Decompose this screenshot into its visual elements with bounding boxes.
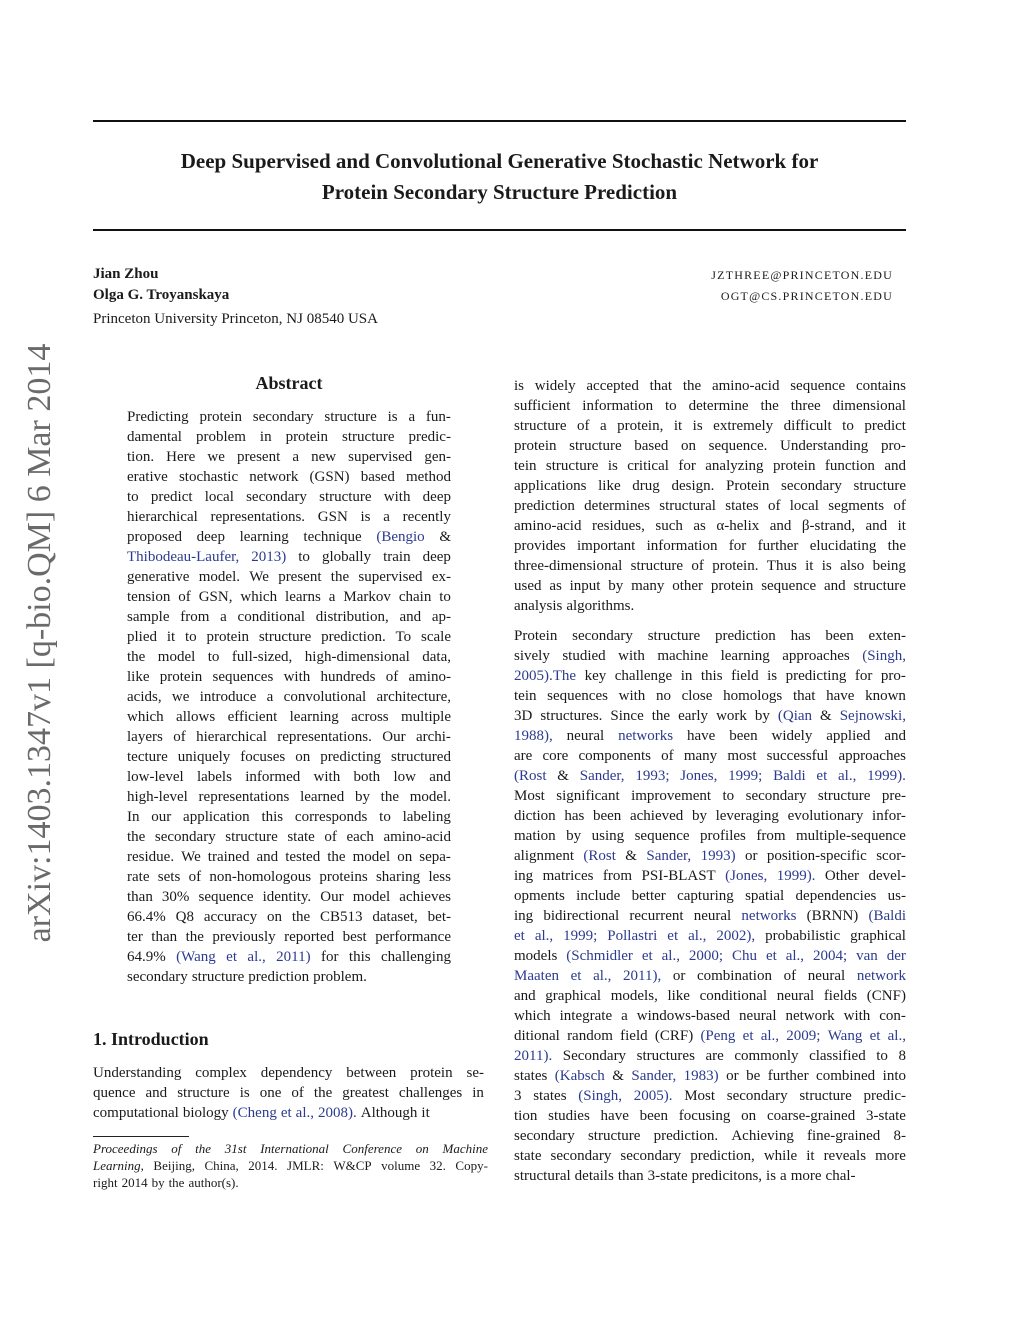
text-line: sively studied with machine learning approaches (Singh,: [514, 648, 906, 664]
text-line: erative stochastic network (GSN) based method: [127, 469, 451, 485]
text-line: 1988), neural networks have been widely applied and: [514, 728, 906, 744]
text-line: which integrate a windows-based neural network with con-: [514, 1008, 906, 1024]
text-line: than 30% sequence identity. Our model achieves: [127, 889, 451, 905]
text-line: used as input by many other protein sequence and structure: [514, 578, 906, 594]
text-line: generative model. We present the supervised ex-: [127, 569, 451, 585]
paragraph: [514, 626, 906, 1186]
author-email: OGT@CS.PRINCETON.EDU: [720, 289, 893, 303]
text-line: Maaten et al., 2011), or combination of neural network: [514, 968, 906, 984]
text-line: ter than the previously reported best performance: [127, 929, 451, 945]
paragraph-gap: [514, 616, 906, 626]
text-line: provides important information for further elucidating the: [514, 538, 906, 554]
introduction-text-right: [514, 376, 906, 1186]
text-line: acids, we introduce a convolutional architecture,: [127, 689, 451, 705]
text-line: tecture uniquely focuses on predicting structured: [127, 749, 451, 765]
text-line: the model to full-sized, high-dimensional data,: [127, 649, 451, 665]
text-line: ing matrices from PSI-BLAST (Jones, 1999). Other devel-: [514, 868, 906, 884]
text-line: Learning, Beijing, China, 2014. JMLR: W&CP volume 32. Copy-: [93, 1158, 488, 1173]
text-line: state secondary secondary prediction, while it reveals more: [514, 1148, 906, 1164]
text-line: 66.4% Q8 accuracy on the CB513 dataset, bet-: [127, 909, 451, 925]
text-line: low-level labels informed with both low and: [127, 769, 451, 785]
text-line: Most significant improvement to secondary structure pre-: [514, 788, 906, 804]
author-name: Olga G. Troyanskaya: [93, 287, 230, 303]
text-line: quence and structure is one of the greatest challenges in: [93, 1085, 484, 1101]
text-line: Proceedings of the 31st International Conference on Machine: [93, 1141, 488, 1156]
text-line: 3D structures. Since the early work by (Qian & Sejnowski,: [514, 708, 906, 724]
text-line: 2005).The key challenge in this field is predicting for pro-: [514, 668, 906, 684]
footnote-rule: [93, 1136, 189, 1137]
text-line: tension of GSN, which learns a Markov chain to: [127, 589, 451, 605]
author-name: Jian Zhou: [93, 266, 159, 282]
text-line: tion. Here we present a new supervised gen-: [127, 449, 451, 465]
title-line-1: Deep Supervised and Convolutional Generative Stochastic Network for: [180, 149, 819, 173]
affiliation: Princeton University Princeton, NJ 08540 USA: [93, 311, 378, 327]
text-line: right 2014 by the author(s).: [93, 1175, 239, 1190]
text-line: is widely accepted that the amino-acid sequence contains: [514, 378, 906, 394]
text-line: like protein sequences with hundreds of amino-: [127, 669, 451, 685]
text-line: to predict local secondary structure with deep: [127, 489, 451, 505]
text-line: 3 states (Singh, 2005). Most secondary structure predic-: [514, 1088, 906, 1104]
text-line: alignment (Rost & Sander, 1993) or position-specific scor-: [514, 848, 906, 864]
text-line: et al., 1999; Pollastri et al., 2002), probabilistic graphical: [514, 928, 906, 944]
paragraph: [514, 376, 906, 616]
text-line: residue. We trained and tested the model on sepa-: [127, 849, 451, 865]
text-line: and graphical models, like conditional neural fields (CNF): [514, 988, 906, 1004]
footnote: [93, 1140, 488, 1191]
text-line: plied it to protein structure prediction. To scale: [127, 629, 451, 645]
introduction-text-left: [93, 1063, 484, 1123]
title-line-2: Protein Secondary Structure Prediction: [321, 180, 678, 204]
text-line: Thibodeau-Laufer, 2013) to globally train deep: [127, 549, 451, 565]
abstract-heading: Abstract: [255, 373, 323, 393]
arxiv-stamp: arXiv:1403.1347v1 [q-bio.QM] 6 Mar 2014: [21, 343, 58, 943]
text-line: amino-acid residues, such as α-helix and β-strand, and it: [514, 518, 906, 534]
text-line: structural details than 3-state predicitons, is a more chal-: [514, 1168, 856, 1184]
text-line: proposed deep learning technique (Bengio &: [127, 529, 451, 545]
text-line: models (Schmidler et al., 2000; Chu et al., 2004; van der: [514, 948, 906, 964]
text-line: the secondary structure state of each amino-acid: [127, 829, 451, 845]
title-rule-top: [93, 120, 906, 122]
text-line: applications like drug design. Protein secondary structure: [514, 478, 906, 494]
text-line: sample from a conditional distribution, and ap-: [127, 609, 451, 625]
text-line: ditional random field (CRF) (Peng et al., 2009; Wang et al.,: [514, 1028, 906, 1044]
section-heading-introduction: 1. Introduction: [93, 1029, 209, 1049]
text-line: states (Kabsch & Sander, 1983) or be further combined into: [514, 1068, 906, 1084]
text-line: In our application this corresponds to labeling: [127, 809, 451, 825]
text-line: tion studies have been focusing on coarse-grained 3-state: [514, 1108, 906, 1124]
text-line: hierarchical representations. GSN is a recently: [127, 509, 451, 525]
text-line: computational biology (Cheng et al., 2008). Although it: [93, 1105, 430, 1121]
text-line: secondary structure prediction problem.: [127, 969, 367, 985]
text-line: are core components of many most successful approaches: [514, 748, 906, 764]
text-line: rate sets of non-homologous proteins sharing less: [127, 869, 451, 885]
text-line: structure of a protein, it is extremely difficult to predict: [514, 418, 906, 434]
title-rule-bottom: [93, 229, 906, 231]
text-line: prediction determines structural states of local segments of: [514, 498, 906, 514]
text-line: three-dimensional structure of protein. Thus it is also being: [514, 558, 906, 574]
text-line: 2011). Secondary structures are commonly classified to 8: [514, 1048, 906, 1064]
text-line: analysis algorithms.: [514, 598, 635, 614]
text-line: Understanding complex dependency between protein se-: [93, 1065, 484, 1081]
text-line: Predicting protein secondary structure is a fun-: [127, 409, 451, 425]
text-line: damental problem in protein structure predic-: [127, 429, 451, 445]
text-line: tein sequences with no close homologs that have known: [514, 688, 906, 704]
text-line: (Rost & Sander, 1993; Jones, 1999; Baldi et al., 1999).: [514, 768, 906, 784]
text-line: diction has been achieved by leveraging evolutionary infor-: [514, 808, 906, 824]
text-line: opments include better capturing spatial dependencies us-: [514, 888, 906, 904]
text-line: high-level representations learned by the model.: [127, 789, 451, 805]
paper-title: [93, 146, 906, 208]
text-line: which allows efficient learning across multiple: [127, 709, 451, 725]
text-line: sufficient information to determine the three dimensional: [514, 398, 906, 414]
text-line: layers of hierarchical representations. Our archi-: [127, 729, 451, 745]
text-line: ing bidirectional recurrent neural networks (BRNN) (Baldi: [514, 908, 906, 924]
text-line: protein structure based on sequence. Understanding pro-: [514, 438, 906, 454]
text-line: 64.9% (Wang et al., 2011) for this challenging: [127, 949, 451, 965]
text-line: Protein secondary structure prediction has been exten-: [514, 628, 906, 644]
author-email: JZTHREE@PRINCETON.EDU: [711, 268, 893, 282]
abstract-body: [127, 407, 451, 987]
text-line: secondary structure prediction. Achieving fine-grained 8-: [514, 1128, 906, 1144]
text-line: mation by using sequence profiles from multiple-sequence: [514, 828, 906, 844]
text-line: tein structure is critical for analyzing protein function and: [514, 458, 906, 474]
